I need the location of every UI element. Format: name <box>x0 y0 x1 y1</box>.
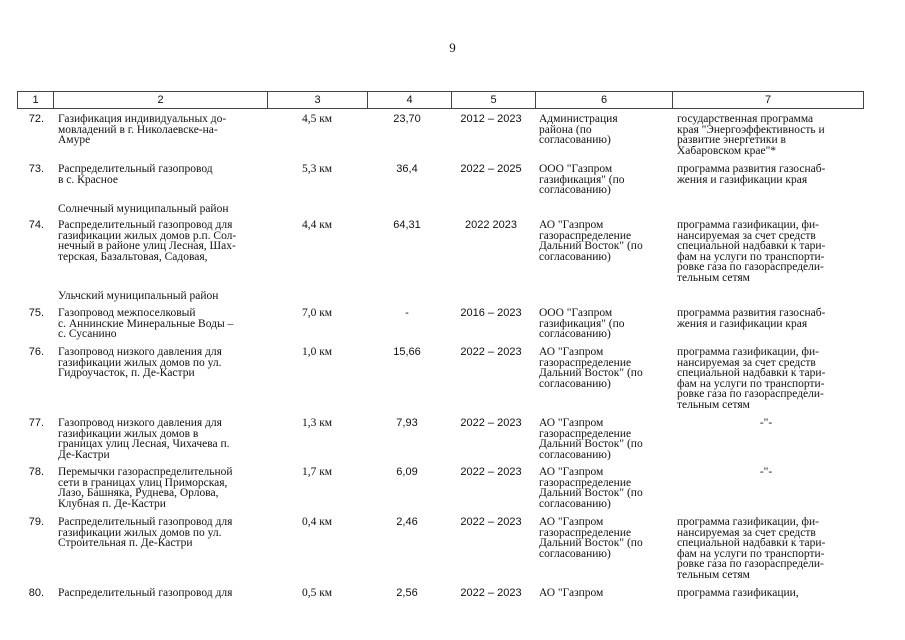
object-name: Распределительный газопровод для газификации жилых домов по ул. Строительная п. Де-Кастри <box>58 516 233 549</box>
object-name: Газопровод межпоселковый с. Аннинские Минеральные Воды – с. Сусанино <box>58 307 234 340</box>
cost: 64,31 <box>393 219 421 231</box>
object-name: Распределительный газопровод для <box>58 587 233 599</box>
row-number: 75. <box>28 307 44 319</box>
object-name: Распределительный газопровод для газификации жилых домов р.п. Сол- нечный в районе улиц Лесная, Шах- терская, Базальтовая, Садовая, <box>58 219 237 263</box>
period: 2022 2023 <box>465 219 517 231</box>
program: программа газификации, фи- нансируемая за счет средств специальной надбавки к тари- фам на услуги по транспорти- ровке газа по газораспредели- тельным сетям <box>677 516 826 581</box>
row-number: 80. <box>28 587 44 599</box>
length: 7,0 км <box>301 307 333 319</box>
period: 2022 – 2023 <box>460 516 522 528</box>
section-heading: Солнечный муниципальный район <box>58 203 229 215</box>
row-number: 79. <box>28 516 44 528</box>
cost: 36,4 <box>396 163 418 175</box>
row-number: 73. <box>28 163 44 175</box>
executor: АО "Газпром <box>539 587 604 599</box>
executor: Администрация района (по согласованию) <box>539 113 618 146</box>
length: 1,0 км <box>301 346 333 358</box>
column-header-4: 4 <box>368 92 452 109</box>
executor: АО "Газпром газораспределение Дальний Восток" (по согласованию) <box>539 219 643 263</box>
length: 4,5 км <box>301 113 333 125</box>
executor: АО "Газпром газораспределение Дальний Восток" (по согласованию) <box>539 466 643 510</box>
period: 2022 – 2023 <box>460 587 522 599</box>
row-number: 72. <box>28 113 44 125</box>
period: 2022 – 2023 <box>460 346 522 358</box>
cost: 2,56 <box>396 587 418 599</box>
cost: 23,70 <box>393 113 421 125</box>
cost: - <box>405 307 409 319</box>
period: 2022 – 2023 <box>460 466 522 478</box>
column-header-2: 2 <box>54 92 268 109</box>
executor: ООО "Газпром газификация" (по согласованию) <box>539 307 625 340</box>
page-number: 9 <box>449 40 456 55</box>
executor: ООО "Газпром газификация" (по согласованию) <box>539 163 625 196</box>
program: -"- <box>759 417 773 429</box>
period: 2022 – 2025 <box>460 163 522 175</box>
length: 5,3 км <box>301 163 333 175</box>
column-header-5: 5 <box>452 92 536 109</box>
cost: 7,93 <box>396 417 418 429</box>
column-header-6: 6 <box>536 92 673 109</box>
column-header-1: 1 <box>18 92 54 109</box>
object-name: Газификация индивидуальных до- мовладений в г. Николаевске-на- Амуре <box>58 113 227 146</box>
program: программа газификации, фи- нансируемая за счет средств специальной надбавки к тари- фам на услуги по транспорти- ровке газа по газораспредели- тельным сетям <box>677 219 826 284</box>
row-number: 78. <box>28 466 44 478</box>
length: 0,4 км <box>301 516 333 528</box>
column-header-7: 7 <box>673 92 864 109</box>
object-name: Газопровод низкого давления для газификации жилых домов по ул. Гидроучасток, п. Де-Кастри <box>58 346 222 379</box>
cost: 2,46 <box>396 516 418 528</box>
program: программа развития газоснаб- жения и газификации края <box>677 307 826 330</box>
row-number: 77. <box>28 417 44 429</box>
section-heading: Ульчский муниципальный район <box>58 290 219 302</box>
length: 1,3 км <box>301 417 333 429</box>
period: 2012 – 2023 <box>460 113 522 125</box>
program: государственная программа края "Энергоэффективность и развитие энергетики в Хабаровском крае"* <box>677 113 825 157</box>
program: программа газификации, <box>677 587 799 599</box>
cost: 15,66 <box>393 346 421 358</box>
length: 4,4 км <box>301 219 333 231</box>
period: 2022 – 2023 <box>460 417 522 429</box>
object-name: Газопровод низкого давления для газификации жилых домов в границах улиц Лесная, Чихачева п. Де-Кастри <box>58 417 230 461</box>
row-number: 74. <box>28 219 44 231</box>
table-header <box>17 91 864 109</box>
object-name: Перемычки газораспределительной сети в границах улиц Приморская, Лазо, Башняка, Руднева, Орлова, Клубная п. Де-Кастри <box>58 466 233 510</box>
length: 0,5 км <box>301 587 333 599</box>
executor: АО "Газпром газораспределение Дальний Восток" (по согласованию) <box>539 346 643 390</box>
cost: 6,09 <box>396 466 418 478</box>
period: 2016 – 2023 <box>460 307 522 319</box>
program: -"- <box>759 466 773 478</box>
row-number: 76. <box>28 346 44 358</box>
program: программа газификации, фи- нансируемая за счет средств специальной надбавки к тари- фам на услуги по транспорти- ровке газа по газораспредели- тельным сетям <box>677 346 826 411</box>
column-header-3: 3 <box>268 92 368 109</box>
length: 1,7 км <box>301 466 333 478</box>
executor: АО "Газпром газораспределение Дальний Восток" (по согласованию) <box>539 516 643 560</box>
program: программа развития газоснаб- жения и газификации края <box>677 163 826 186</box>
object-name: Распределительный газопровод в с. Красное <box>58 163 213 186</box>
executor: АО "Газпром газораспределение Дальний Восток" (по согласованию) <box>539 417 643 461</box>
